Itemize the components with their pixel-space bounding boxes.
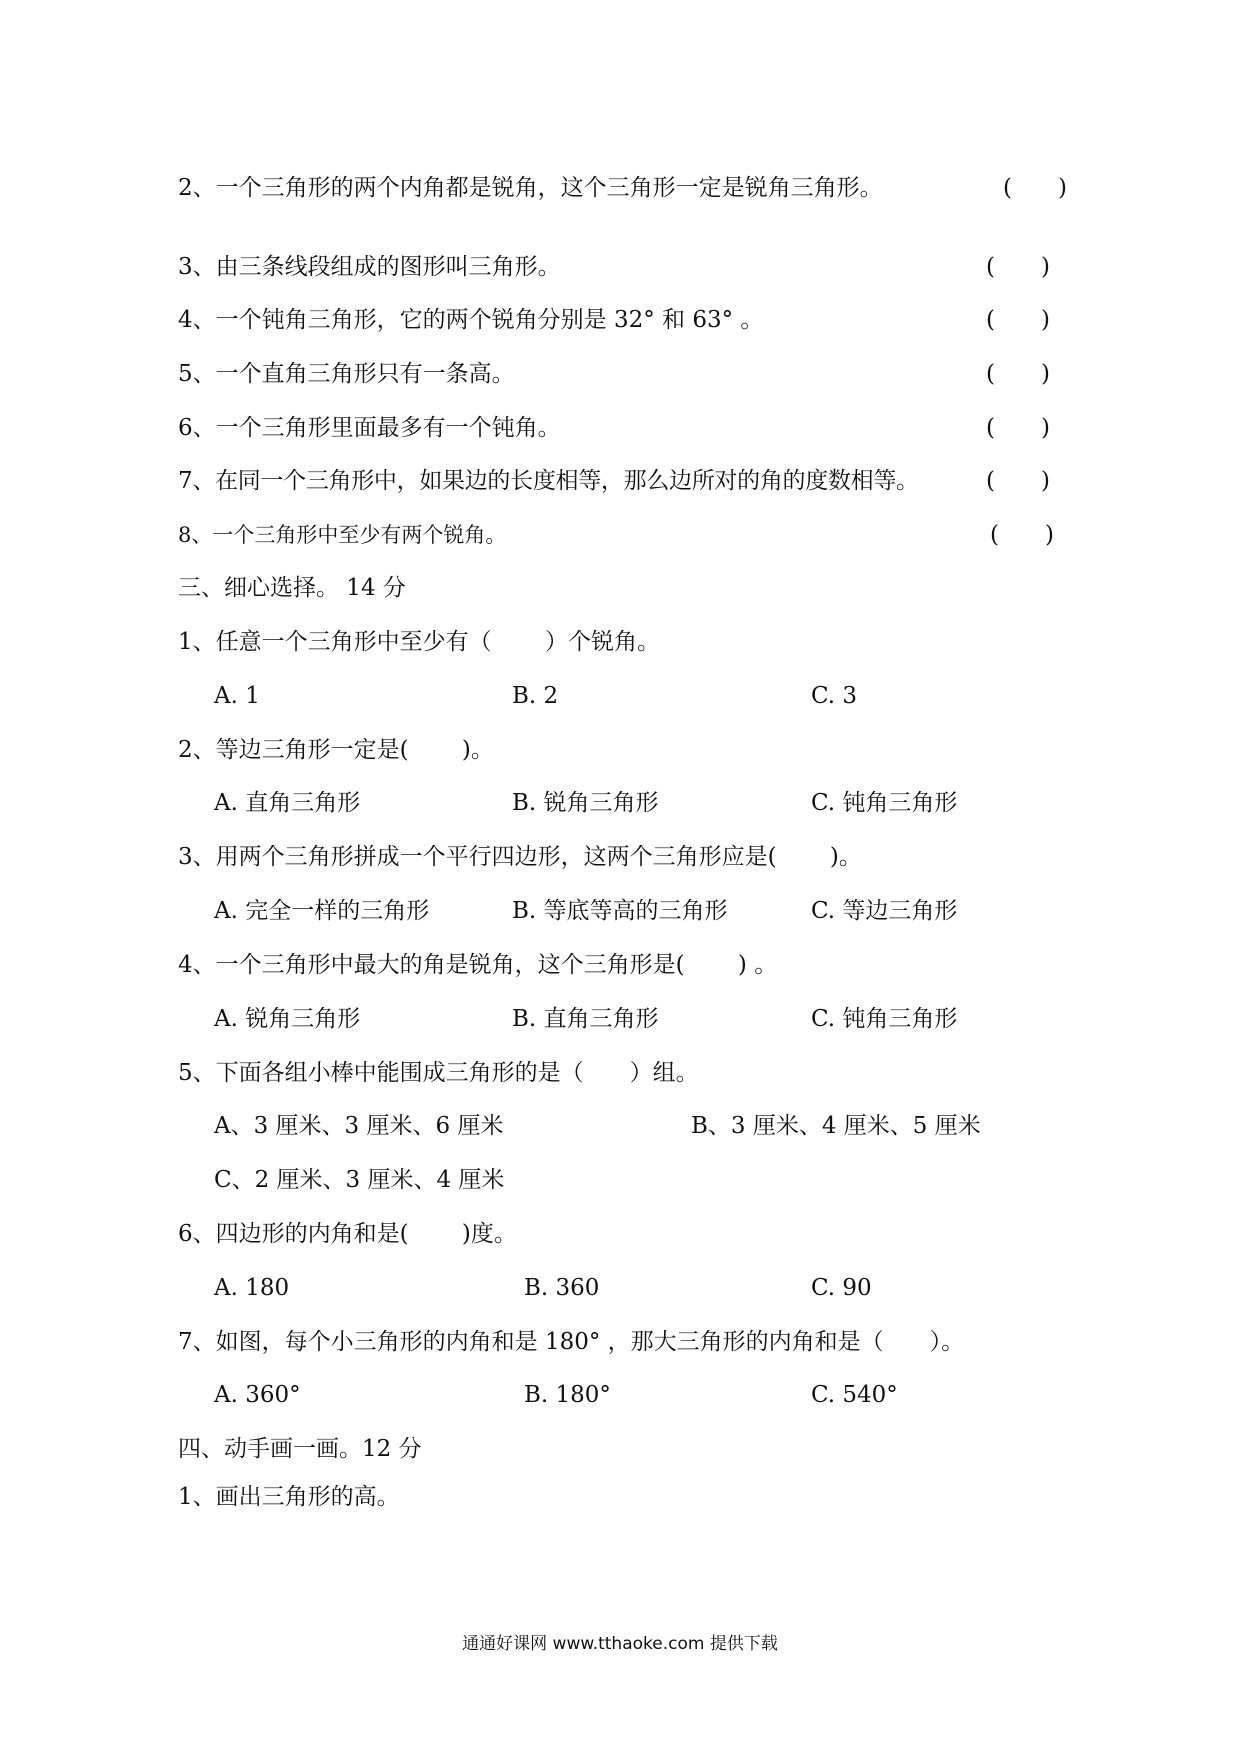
choice-option-b: B. 等底等高的三角形 [512, 898, 728, 924]
judge-item-7: 7、在同一个三角形中，如果边的长度相等，那么边所对的角的度数相等。 [178, 468, 919, 494]
choice-option-a: A、3 厘米、3 厘米、6 厘米 [214, 1113, 504, 1139]
judge-item-3: 3、由三条线段组成的图形叫三角形。 [178, 254, 561, 280]
choice-option-c: C. 90 [811, 1275, 872, 1301]
choice-question-7: 7、如图，每个小三角形的内角和是 180° ，那大三角形的内角和是（ ）。 [178, 1329, 965, 1355]
section-heading-draw: 四、动手画一画。12 分 [178, 1436, 422, 1462]
choice-question-6: 6、四边形的内角和是( )度。 [178, 1221, 517, 1247]
choice-option-a: A. 直角三角形 [214, 790, 361, 816]
judge-answer-paren: ( ) [1003, 175, 1067, 201]
choice-option-b: B. 直角三角形 [512, 1006, 659, 1032]
choice-option-c: C. 钝角三角形 [811, 1006, 958, 1032]
choice-option-b: B、3 厘米、4 厘米、5 厘米 [691, 1113, 981, 1139]
judge-item-8: 8、一个三角形中至少有两个锐角。 [178, 523, 507, 547]
choice-option-c: C. 540° [811, 1382, 898, 1408]
judge-answer-paren: ( ) [990, 522, 1054, 548]
choice-option-b: B. 180° [524, 1382, 611, 1408]
draw-item-1: 1、画出三角形的高。 [178, 1484, 400, 1510]
judge-answer-paren: ( ) [986, 254, 1050, 280]
judge-item-5: 5、一个直角三角形只有一条高。 [178, 361, 515, 387]
choice-option-b: B. 360 [524, 1275, 600, 1301]
choice-question-4: 4、一个三角形中最大的角是锐角，这个三角形是( ) 。 [178, 952, 778, 978]
choice-option-c: C. 等边三角形 [811, 898, 958, 924]
choice-option-a: A. 完全一样的三角形 [214, 898, 430, 924]
choice-option-c: C. 钝角三角形 [811, 790, 958, 816]
choice-question-1: 1、任意一个三角形中至少有（ ）个锐角。 [178, 629, 660, 655]
section-heading-choice: 三、细心选择。 14 分 [178, 575, 406, 601]
choice-question-5: 5、下面各组小棒中能围成三角形的是（ ）组。 [178, 1060, 699, 1086]
choice-option-c: C、2 厘米、3 厘米、4 厘米 [214, 1167, 505, 1193]
judge-answer-paren: ( ) [986, 361, 1050, 387]
choice-option-a: A. 360° [214, 1382, 301, 1408]
judge-answer-paren: ( ) [986, 307, 1050, 333]
judge-item-6: 6、一个三角形里面最多有一个钝角。 [178, 415, 561, 441]
judge-item-4: 4、一个钝角三角形，它的两个锐角分别是 32° 和 63° 。 [178, 307, 764, 333]
choice-option-a: A. 180 [214, 1275, 290, 1301]
choice-option-a: A. 1 [214, 683, 260, 709]
choice-option-c: C. 3 [811, 683, 858, 709]
judge-answer-paren: ( ) [986, 468, 1050, 494]
choice-option-a: A. 锐角三角形 [214, 1006, 361, 1032]
judge-answer-paren: ( ) [986, 415, 1050, 441]
judge-item-2: 2、一个三角形的两个内角都是锐角，这个三角形一定是锐角三角形。 [178, 175, 883, 201]
footer-credit: 通通好课网 www.tthaoke.com 提供下载 [462, 1634, 778, 1654]
choice-question-3: 3、用两个三角形拼成一个平行四边形，这两个三角形应是( )。 [178, 844, 862, 870]
choice-question-2: 2、等边三角形一定是( )。 [178, 737, 494, 763]
choice-option-b: B. 锐角三角形 [512, 790, 659, 816]
choice-option-b: B. 2 [512, 683, 559, 709]
